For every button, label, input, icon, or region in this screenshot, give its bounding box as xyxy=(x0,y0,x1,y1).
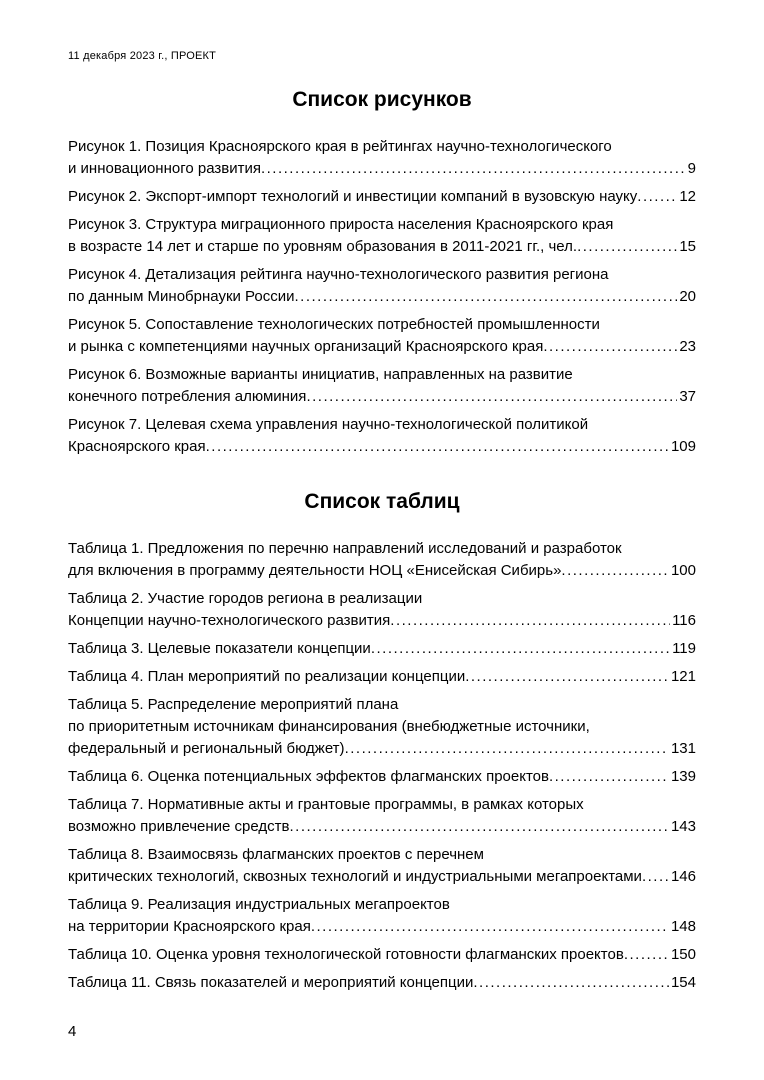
toc-entry-lastline xyxy=(68,186,696,208)
toc-entry xyxy=(68,136,696,180)
figures-section-title: Список рисунков xyxy=(292,88,472,111)
dot-leader xyxy=(561,560,669,582)
toc-entry xyxy=(68,972,696,994)
dot-leader xyxy=(306,386,677,408)
toc-entry-text: федеральный и региональный бюджет) xyxy=(68,740,345,757)
toc-entry-line: Рисунок 5. Сопоставление технологических потребностей промышленности xyxy=(68,316,600,333)
toc-entry xyxy=(68,314,696,358)
toc-entry-text: Красноярского края xyxy=(68,438,206,455)
toc-entry-page-number: 119 xyxy=(672,640,696,657)
toc-entry-text: и рынка с компетенциями научных организаций Красноярского края xyxy=(68,338,544,355)
toc-entry-line: Таблица 1. Предложения по перечню направлений исследований и разработок xyxy=(68,540,622,557)
toc-entry-text: в возрасте 14 лет и старше по уровням образования в 2011-2021 гг., чел. xyxy=(68,238,578,255)
toc-entry-page-number: 154 xyxy=(670,974,696,991)
dot-leader xyxy=(577,236,677,258)
toc-entry-page-number: 143 xyxy=(670,818,696,835)
toc-entry-page-number: 37 xyxy=(679,388,696,405)
toc-entry-page-number: 146 xyxy=(670,868,696,885)
toc-entry-text: возможно привлечение средств xyxy=(68,818,290,835)
toc-entry-lastline xyxy=(68,386,696,408)
toc-entry-text: Таблица 6. Оценка потенциальных эффектов флагманских проектов xyxy=(68,768,549,785)
toc-entry-line: Рисунок 4. Детализация рейтинга научно-технологического развития региона xyxy=(68,266,609,283)
toc-entry-text: для включения в программу деятельности НОЦ «Енисейская Сибирь» xyxy=(68,562,562,579)
toc-entry xyxy=(68,186,696,208)
dot-leader xyxy=(549,766,669,788)
toc-entry xyxy=(68,414,696,458)
toc-entry xyxy=(68,844,696,888)
toc-entry-page-number: 109 xyxy=(670,438,696,455)
toc-entry xyxy=(68,264,696,308)
toc-entry-page-number: 12 xyxy=(679,188,696,205)
toc-entry-line: Таблица 7. Нормативные акты и грантовые программы, в рамках которых xyxy=(68,796,584,813)
toc-entry-lastline xyxy=(68,560,696,582)
dot-leader xyxy=(290,816,669,838)
toc-entry-page-number: 121 xyxy=(670,668,696,685)
toc-entry-line: Таблица 2. Участие городов региона в реализации xyxy=(68,590,423,607)
toc-entry-lastline xyxy=(68,666,696,688)
toc-entry-lastline xyxy=(68,236,696,258)
toc-entry xyxy=(68,944,696,966)
toc-entry-text: Рисунок 2. Экспорт-импорт технологий и инвестиции компаний в вузовскую науку xyxy=(68,188,638,205)
toc-entry-text: Таблица 10. Оценка уровня технологической готовности флагманских проектов xyxy=(68,946,624,963)
toc-entry-page-number: 15 xyxy=(679,238,696,255)
dot-leader xyxy=(642,866,669,888)
toc-entry-line: Рисунок 7. Целевая схема управления научно-технологической политикой xyxy=(68,416,589,433)
toc-entry xyxy=(68,666,696,688)
toc-entry-page-number: 20 xyxy=(679,288,696,305)
dot-leader xyxy=(311,916,669,938)
dot-leader xyxy=(345,738,669,760)
dot-leader xyxy=(637,186,677,208)
dot-leader xyxy=(390,610,670,632)
toc-entry xyxy=(68,794,696,838)
toc-entry xyxy=(68,894,696,938)
toc-entry-lastline xyxy=(68,816,696,838)
tables-toc-list xyxy=(68,538,696,994)
document-header-text: 11 декабря 2023 г., ПРОЕКТ xyxy=(68,50,217,62)
toc-entry-page-number: 148 xyxy=(670,918,696,935)
toc-entry-page-number: 150 xyxy=(670,946,696,963)
toc-entry-lastline xyxy=(68,916,696,938)
dot-leader xyxy=(473,972,669,994)
figures-toc-list xyxy=(68,136,696,458)
toc-entry xyxy=(68,364,696,408)
dot-leader xyxy=(261,158,686,180)
toc-entry-page-number: 139 xyxy=(670,768,696,785)
toc-entry-lastline xyxy=(68,610,696,632)
toc-entry-text: по данным Минобрнауки России xyxy=(68,288,295,305)
dot-leader xyxy=(371,638,670,660)
toc-entry-lastline xyxy=(68,972,696,994)
toc-entry-line: Таблица 5. Распределение мероприятий плана xyxy=(68,696,399,713)
toc-entry-page-number: 116 xyxy=(672,612,696,629)
toc-entry-page-number: 9 xyxy=(687,160,696,177)
toc-entry-lastline xyxy=(68,738,696,760)
toc-entry-lastline xyxy=(68,158,696,180)
toc-entry-text: Таблица 3. Целевые показатели концепции xyxy=(68,640,371,657)
toc-entry-text: конечного потребления алюминия xyxy=(68,388,307,405)
dot-leader xyxy=(295,286,678,308)
toc-entry-lastline xyxy=(68,766,696,788)
toc-entry xyxy=(68,766,696,788)
toc-entry-line: по приоритетным источникам финансирования (внебюджетные источники, xyxy=(68,718,590,735)
toc-entry-lastline xyxy=(68,286,696,308)
toc-entry-text: критических технологий, сквозных технологий и индустриальными мегапроектами xyxy=(68,868,642,885)
dot-leader xyxy=(543,336,677,358)
figures-section xyxy=(68,62,696,458)
toc-entry-text: Таблица 4. План мероприятий по реализации концепции xyxy=(68,668,466,685)
toc-entry-line: Таблица 9. Реализация индустриальных мегапроектов xyxy=(68,896,450,913)
toc-entry-line: Таблица 8. Взаимосвязь флагманских проектов с перечнем xyxy=(68,846,484,863)
toc-entry-text: Концепции научно-технологического развития xyxy=(68,612,391,629)
toc-entry-text: и инновационного развития xyxy=(68,160,261,177)
toc-entry-lastline xyxy=(68,638,696,660)
toc-entry xyxy=(68,214,696,258)
toc-entry-lastline xyxy=(68,944,696,966)
toc-entry-text: на территории Красноярского края xyxy=(68,918,311,935)
toc-entry-line: Рисунок 6. Возможные варианты инициатив, направленных на развитие xyxy=(68,366,573,383)
toc-entry-line: Рисунок 1. Позиция Красноярского края в рейтингах научно-технологического xyxy=(68,138,612,155)
toc-entry-lastline xyxy=(68,436,696,458)
toc-entry xyxy=(68,638,696,660)
dot-leader xyxy=(206,436,669,458)
toc-entry-page-number: 100 xyxy=(670,562,696,579)
toc-entry xyxy=(68,588,696,632)
toc-entry xyxy=(68,538,696,582)
toc-entry-text: Таблица 11. Связь показателей и мероприятий концепции xyxy=(68,974,474,991)
toc-entry-lastline xyxy=(68,866,696,888)
dot-leader xyxy=(624,944,669,966)
tables-section-title: Список таблиц xyxy=(304,490,460,513)
toc-entry-line: Рисунок 3. Структура миграционного прироста населения Красноярского края xyxy=(68,216,614,233)
tables-section xyxy=(68,464,696,994)
toc-entry xyxy=(68,694,696,760)
page-number: 4 xyxy=(68,1023,77,1040)
toc-entry-page-number: 23 xyxy=(679,338,696,355)
dot-leader xyxy=(465,666,669,688)
toc-entry-page-number: 131 xyxy=(670,740,696,757)
toc-entry-lastline xyxy=(68,336,696,358)
